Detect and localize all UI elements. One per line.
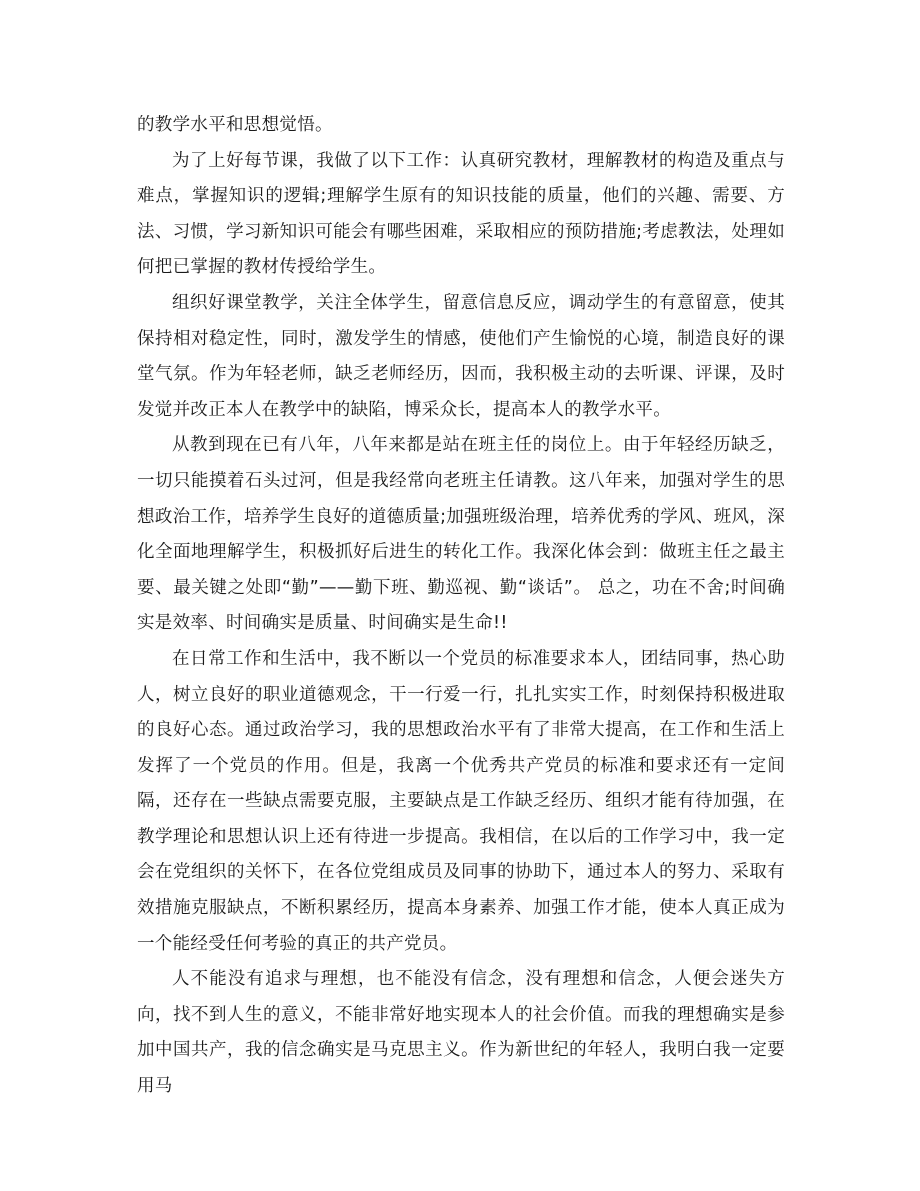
- paragraph-party-member: 在日常工作和生活中，我不断以一个党员的标准要求本人，团结同事，热心助人，树立良好的职业道德观念，干一行爱一行，扎扎实实工作，时刻保持积极进取的良好心态。通过政治学习，我的思想政治水平有了非常大提高，在工作和生活上发挥了一个党员的作用。但是，我离一个优秀共产党员的标准和要求还有一定间隔，还存在一些缺点需要克服，主要缺点是工作缺乏经历、组织才能有待加强，在教学理论和思想认识上还有待进一步提高。我相信，在以后的工作学习中，我一定会在党组织的关怀下，在各位党组成员及同事的协助下，通过本人的努力、采取有效措施克服缺点，不断积累经历，提高本身素养、加强工作才能，使本人真正成为一个能经受任何考验的真正的共产党员。: [137, 648, 785, 954]
- paragraph-continuation: 的教学水平和思想觉悟。: [137, 115, 333, 135]
- paragraph-ideals-beliefs: 人不能没有追求与理想，也不能没有信念，没有理想和信念，人便会迷失方向，找不到人生的意义，不能非常好地实现本人的社会价值。而我的理想确实是参加中国共产，我的信念确实是马克思主义。作为新世纪的年轻人，我明白我一定要用马: [137, 969, 785, 1097]
- document-body: [137, 108, 785, 1105]
- paragraph-classroom-teaching: 组织好课堂教学，关注全体学生，留意信息反应，调动学生的有意留意，使其保持相对稳定性，同时，激发学生的情感，使他们产生愉悦的心境，制造良好的课堂气氛。作为年轻老师，缺乏老师经历，因而，我积极主动的去听课、评课，及时发觉并改正本人在教学中的缺陷，博采众长，提高本人的教学水平。: [137, 292, 785, 420]
- paragraph-head-teacher: 从教到现在已有八年，八年来都是站在班主任的岗位上。由于年轻经历缺乏，一切只能摸着石头过河，但是我经常向老班主任请教。这八年来，加强对学生的思想政治工作，培养学生良好的道德质量;加强班级治理，培养优秀的学风、班风，深化全面地理解学生，积极抓好后进生的转化工作。我深化体会到：做班主任之最主要、最关键之处即“勤”——勤下班、勤巡视、勤“谈话”。 总之，功在不舍;时间确实是效率、时间确实是质量、时间确实是生命!!: [137, 435, 785, 634]
- paragraph-lesson-preparation: 为了上好每节课，我做了以下工作：认真研究教材，理解教材的构造及重点与难点，掌握知识的逻辑;理解学生原有的知识技能的质量，他们的兴趣、需要、方法、习惯，学习新知识可能会有哪些困难，采取相应的预防措施;考虑教法，处理如何把已掌握的教材传授给学生。: [137, 150, 785, 278]
